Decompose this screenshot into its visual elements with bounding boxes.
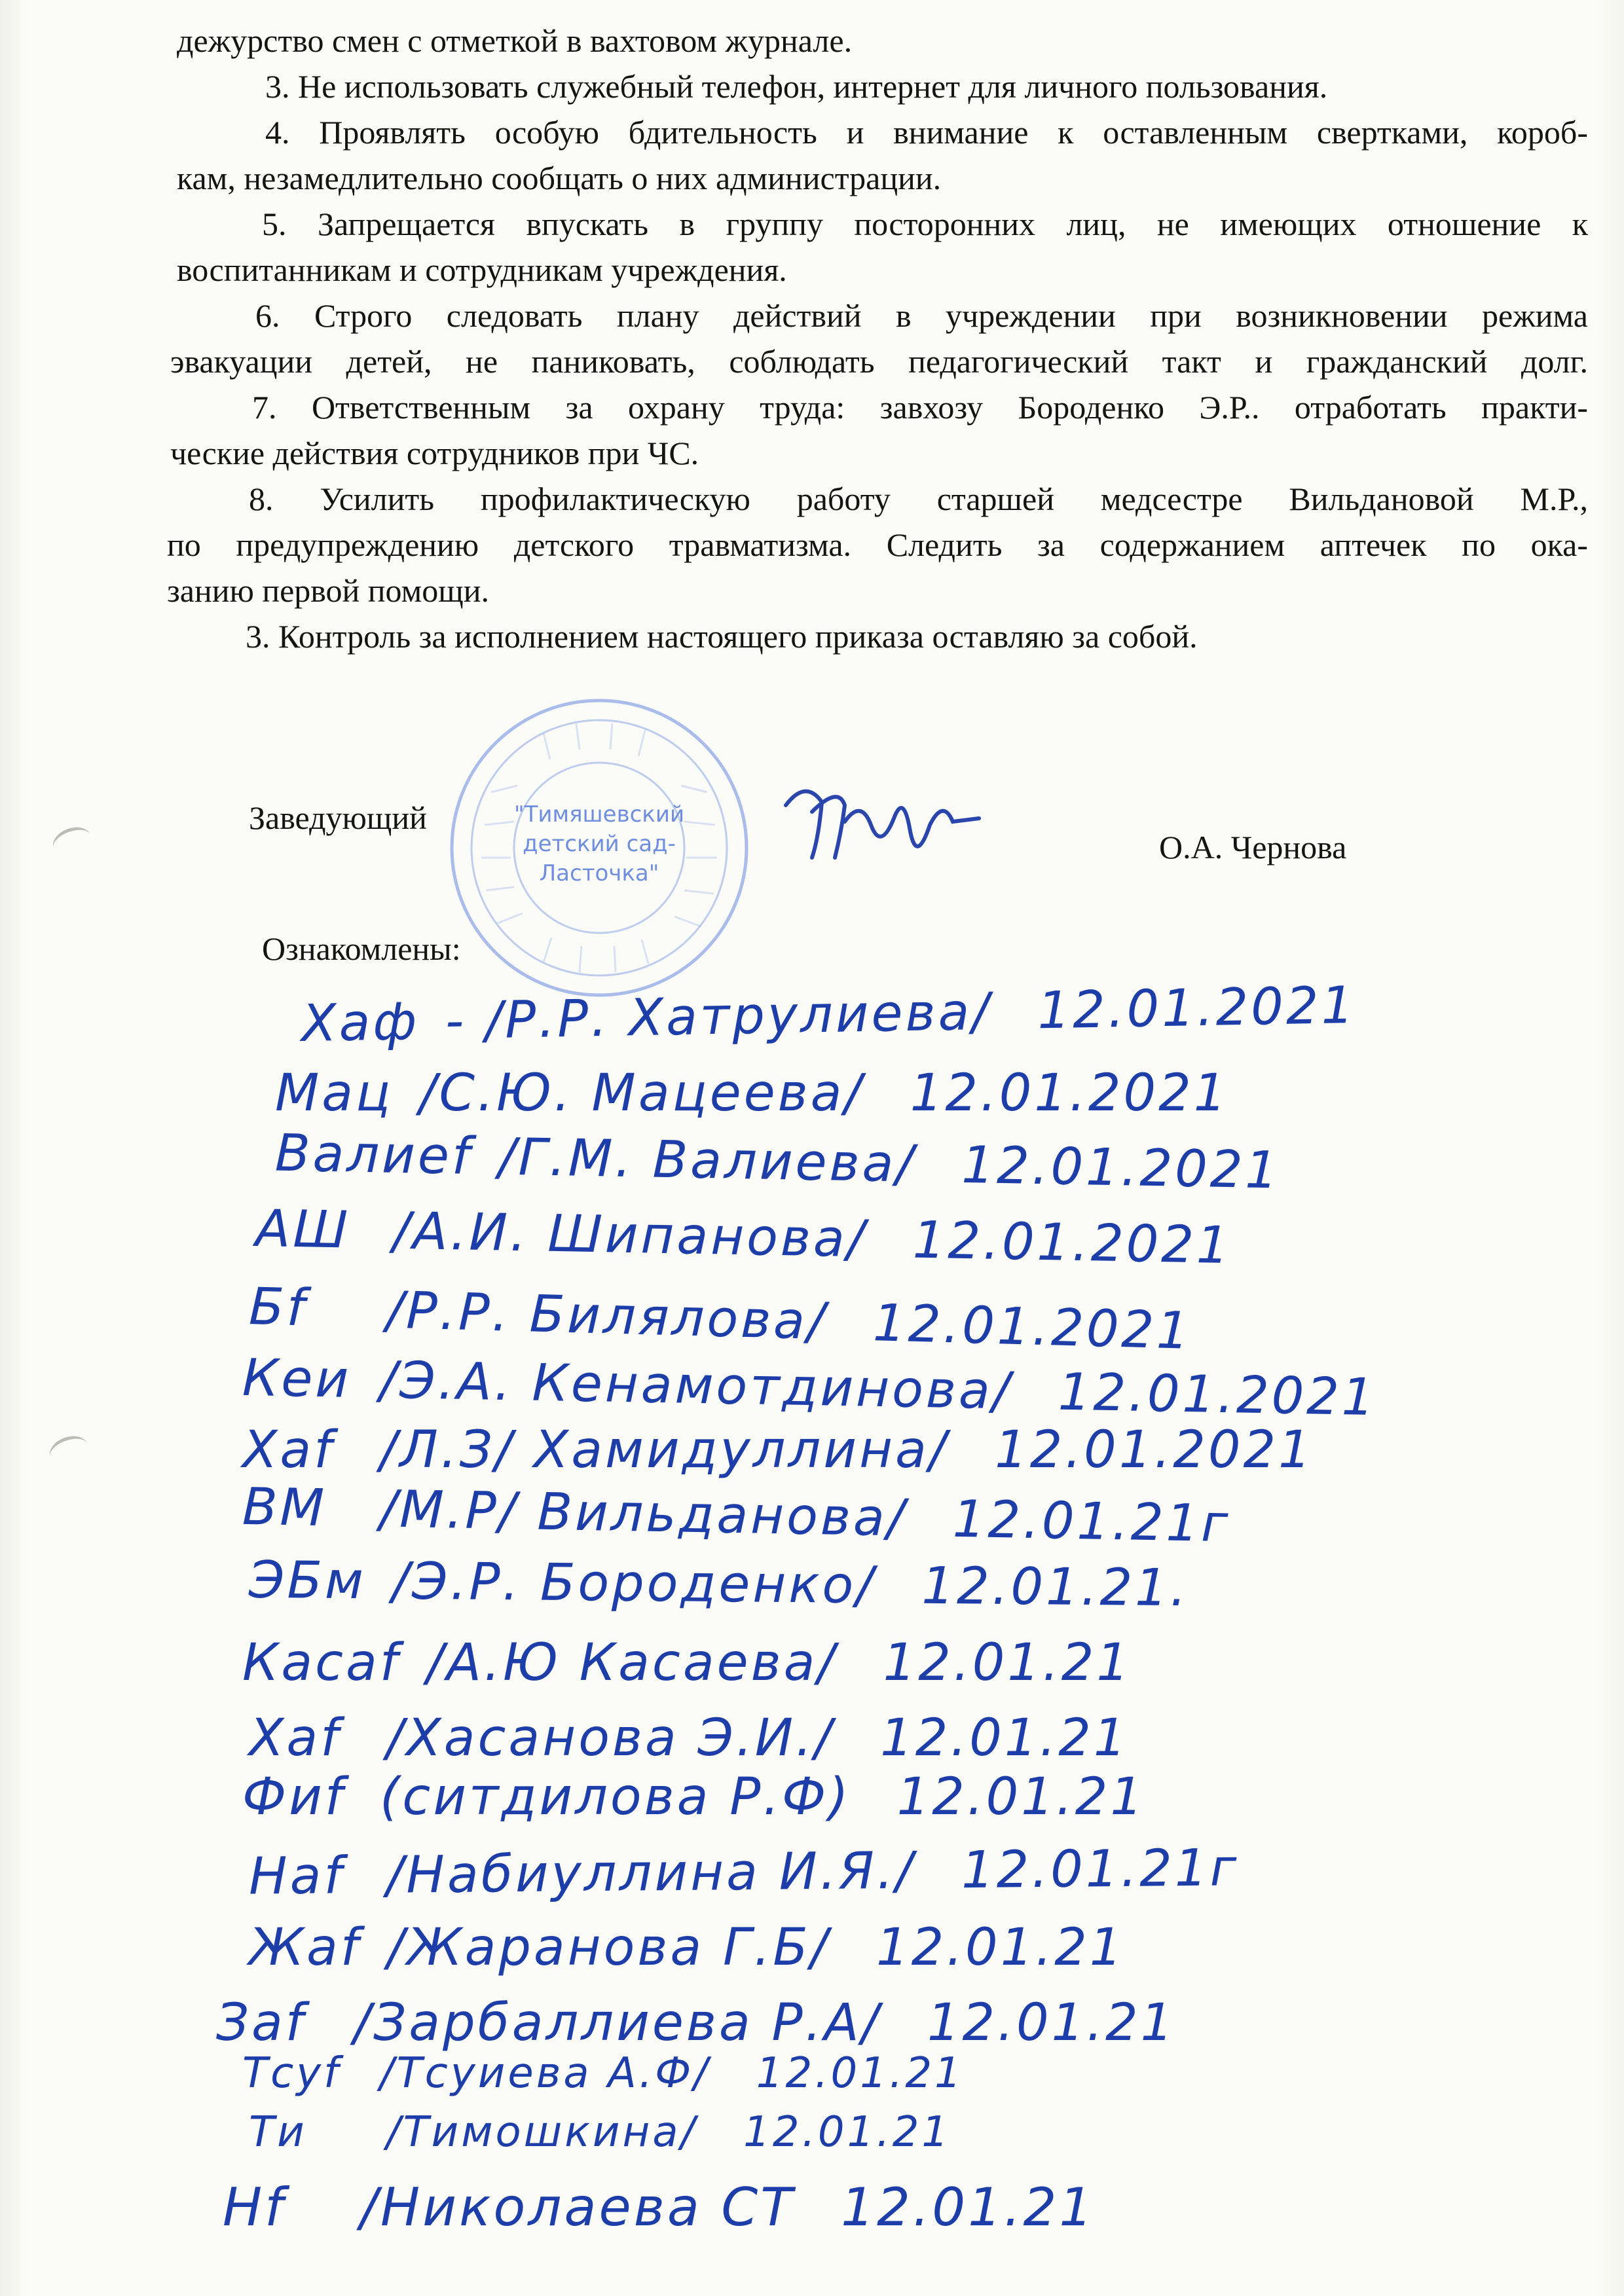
acknowledgement-row [249,1918,1124,1977]
acknowledgement-initials: Заf [216,1994,306,2052]
acknowledged-label: Ознакомлены: [262,930,461,967]
acknowledgement-row [242,1633,1132,1692]
acknowledgement-name: - /Р.Р. Хатрулиева/ [445,982,993,1051]
acknowledgement-name: /М.Р/ Вильданова/ [379,1480,908,1548]
acknowledgement-date: 12.01.21 [876,1918,1125,1977]
acknowledgement-row [223,2177,1095,2238]
acknowledgement-row [275,1064,1228,1123]
order-line: 6. Строго следовать плану действий в учреждении при возникновении режима [255,297,1588,334]
acknowledgement-date: 12.01.21 [743,2108,951,2157]
acknowledgement-date: 12.01.2021 [912,1211,1232,1276]
acknowledgement-initials: Мац [275,1064,394,1123]
acknowledgement-name: /Зарбаллиева Р.А/ [354,1994,881,2052]
acknowledgement-date: 12.01.21г [961,1838,1240,1901]
acknowledgement-row [216,1994,1175,2052]
acknowledgement-name: /Хасанова Э.И./ [386,1709,835,1768]
acknowledgement-name: /Э.Р. Бороденко/ [392,1552,876,1616]
acknowledgement-name: /Жаранова Г.Б/ [387,1918,831,1977]
acknowledgement-name: /Тсуиева А.Ф/ [380,2049,710,2098]
order-line: дежурство смен с отметкой в вахтовом журнале. [177,22,853,59]
order-line: ческие действия сотрудников при ЧС. [170,435,699,471]
acknowledgement-row [249,2108,951,2157]
acknowledgement-row [242,1768,1145,1827]
acknowledgement-initials: Нf [223,2177,286,2238]
acknowledgement-name: /Л.З/ Хамидуллина/ [380,1421,950,1480]
acknowledgement-date: 12.01.21. [921,1556,1189,1618]
acknowledgement-row [249,1709,1129,1768]
stamp-text-line: детский сад- [523,831,676,857]
order-line: 3. Не использовать служебный телефон, интернет для личного пользования. [265,68,1328,105]
acknowledgement-row [249,1551,1189,1618]
order-line: кам, незамедлительно сообщать о них администрации. [177,160,942,196]
acknowledgement-row [249,1838,1240,1906]
order-line: занию первой помощи. [167,572,489,609]
acknowledgement-date: 12.01.2021 [872,1294,1192,1361]
acknowledgement-initials: ЭБм [248,1550,367,1611]
acknowledgement-date: 12.01.21 [896,1768,1145,1827]
stamp-text-line: Ласточка" [539,860,659,886]
position-title: Заведующий [249,799,427,836]
acknowledgement-name: /Набиуллина И.Я./ [386,1841,916,1905]
acknowledgement-date: 12.01.2021 [1037,975,1357,1041]
acknowledgement-initials: Жаf [249,1918,361,1977]
acknowledgement-initials: АШ [255,1199,351,1260]
order-line: 3. Контроль за исполнением настоящего приказа оставляю за собой. [246,618,1198,655]
acknowledgement-name: (ситдилова Р.Ф) [380,1768,851,1827]
acknowledgement-row [242,1421,1314,1480]
acknowledgement-row [242,2049,964,2098]
acknowledgement-name: /Э.А. Кенамотдинова/ [379,1351,1013,1421]
acknowledgement-name: /С.Ю. Мацеева/ [419,1064,864,1123]
order-line: 4. Проявлять особую бдительность и внимание к оставленным свертками, короб- [265,114,1588,151]
acknowledgement-name: /Р.Р. Билялова/ [385,1281,828,1352]
acknowledgement-date: 12.01.21 [756,2049,964,2098]
acknowledgement-initials: Хаф [301,992,420,1054]
stamp-text-line: "Тимяшевский [513,801,685,828]
acknowledgement-initials: Ти [249,2108,307,2157]
acknowledgement-date: 12.01.21 [883,1633,1132,1692]
acknowledgement-date: 12.01.2021 [995,1421,1314,1480]
acknowledgement-date: 12.01.21 [841,2177,1096,2238]
acknowledgement-initials: Тсуf [242,2049,341,2098]
order-line: по предупреждению детского травматизма. Следить за содержанием аптечек по ока- [167,526,1588,563]
acknowledgement-date: 12.01.2021 [910,1064,1229,1123]
head-signature [773,759,989,890]
acknowledgement-initials: Хаf [249,1709,341,1768]
head-name: О.А. Чернова [1159,829,1347,866]
round-stamp [445,694,753,1002]
acknowledgement-initials: Касаf [242,1633,401,1692]
acknowledgement-name: /Г.М. Валиева/ [498,1127,917,1194]
order-line: 7. Ответственным за охрану труда: завхозу Бороденко Э.Р.. отработать практи- [252,389,1588,426]
acknowledgement-date: 12.01.21г [952,1489,1232,1554]
order-line: 5. Запрещается впускать в группу посторонних лиц, не имеющих отношение к [262,206,1588,242]
order-line: воспитанникам и сотрудникам учреждения. [177,251,787,288]
acknowledgement-name: /А.Ю Касаева/ [426,1633,838,1692]
order-line: 8. Усилить профилактическую работу старшей медсестре Вильдановой М.Р., [249,481,1588,517]
acknowledgement-name: /Николаева СТ [360,2177,796,2238]
acknowledgement-initials: Валиеf [274,1123,473,1186]
acknowledgement-initials: Бf [248,1277,308,1338]
acknowledgement-name: /А.И. Шипанова/ [392,1201,868,1269]
acknowledgement-initials: Наf [248,1846,345,1906]
acknowledgement-initials: Фиf [242,1768,346,1827]
acknowledgement-name: /Тимошкина/ [386,2108,698,2157]
acknowledgement-date: 12.01.21 [880,1709,1129,1768]
acknowledgement-initials: ВМ [242,1477,327,1539]
order-line: эвакуации детей, не паниковать, соблюдать педагогический такт и гражданский долг. [170,343,1588,380]
acknowledgement-date: 12.01.2021 [961,1135,1281,1201]
acknowledgement-initials: Кеи [242,1348,352,1410]
acknowledgement-initials: Хаf [242,1421,335,1480]
acknowledgement-date: 12.01.2021 [1058,1362,1378,1428]
acknowledgement-date: 12.01.21 [927,1994,1176,2052]
